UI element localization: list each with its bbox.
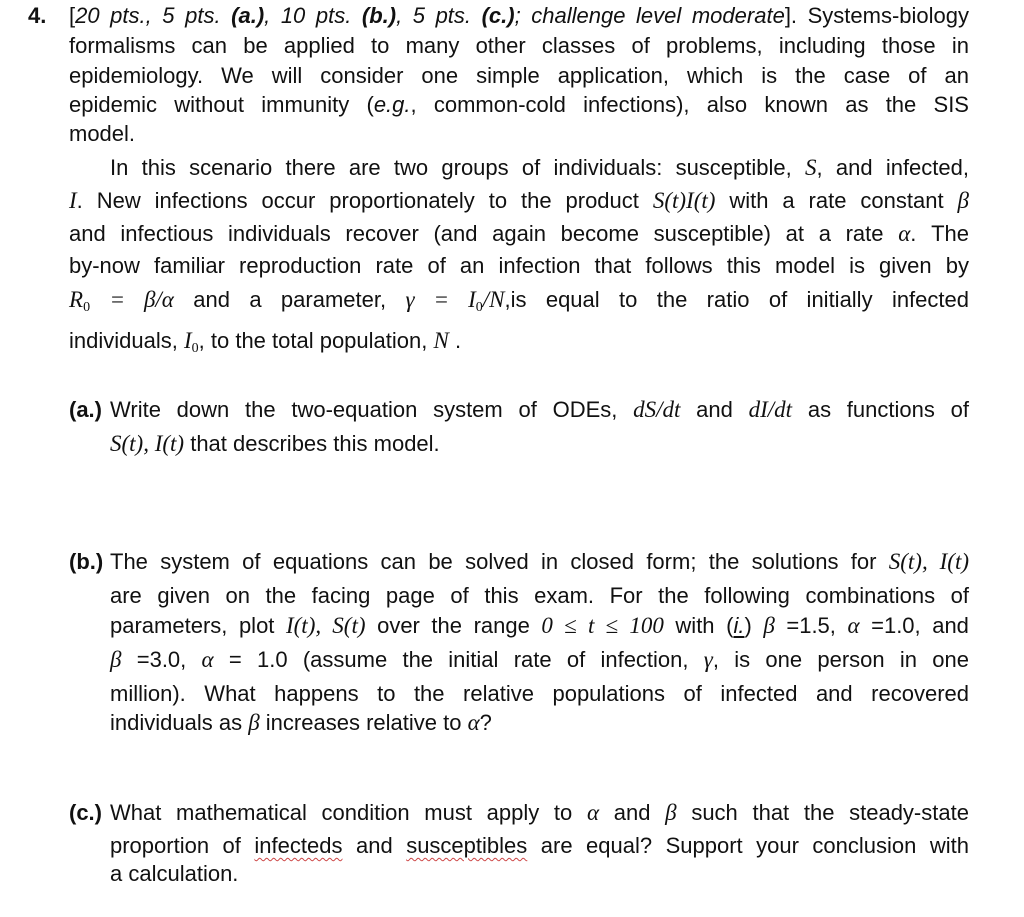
part-b-label: (b.)	[69, 549, 104, 574]
scenario-line-4: by-now familiar reproduction rate of an infection that follows this model is given by	[69, 253, 969, 278]
scenario-line-6: individuals, $I_0$, to the total population, N .	[69, 328, 462, 356]
intro-line-5: model.	[69, 121, 136, 146]
part-b-line-5: million). What happens to the relative populations of infected and recovered	[110, 681, 969, 706]
problem-header: [20 pts., 5 pts. (a.), 10 pts. (b.), 5 pts. (c.); challenge level moderate]. Systems-biology	[69, 3, 969, 28]
part-b-line-3: parameters, plot I(t), S(t) over the range 0 ≤ t ≤ 100 with (i.) β =1.5, α =1.0, and	[110, 613, 969, 638]
part-b-line-6: individuals as β increases relative to α?	[110, 710, 492, 735]
part-b-line-4: β =3.0, α = 1.0 (assume the initial rate of infection, γ, is one person in one	[110, 647, 969, 672]
part-c-label: (c.)	[69, 800, 102, 825]
part-a-label: (a.)	[69, 397, 102, 422]
intro-line-2: formalisms can be applied to many other classes of problems, including those in	[69, 33, 969, 58]
problem-number: 4.	[28, 3, 47, 28]
scenario-line-3: and infectious individuals recover (and again become susceptible) at a rate α. The	[69, 221, 969, 246]
part-c-line-3: a calculation.	[110, 861, 239, 886]
part-a-line-2: S(t), I(t) that describes this model.	[110, 431, 440, 456]
part-c-line-1: What mathematical condition must apply to α and β such that the steady-state	[110, 800, 969, 825]
scenario-line-1: In this scenario there are two groups of individuals: susceptible, S, and infected,	[110, 155, 969, 180]
part-a-line-1: Write down the two-equation system of ODEs, dS/dt and dI/dt as functions of	[110, 397, 969, 422]
part-c-line-2: proportion of infecteds and susceptibles are equal? Support your conclusion with	[110, 833, 969, 858]
intro-line-3: epidemiology. We will consider one simple application, which is the case of an	[69, 63, 969, 88]
spellcheck-word-infecteds: infecteds	[254, 833, 343, 858]
part-b-line-1: The system of equations can be solved in closed form; the solutions for S(t), I(t)	[110, 549, 970, 574]
intro-line-4: epidemic without immunity (e.g., common-cold infections), also known as the SIS	[69, 92, 969, 117]
part-b-line-2: are given on the facing page of this exam. For the following combinations of	[110, 583, 969, 608]
scenario-line-5: $R_0 = \beta/\alpha$ and a parameter, $\gamma = I_0/N,is$ equal to the ratio of initially infected	[69, 287, 969, 315]
spellcheck-word-susceptibles: susceptibles	[406, 833, 528, 858]
scenario-line-2: I. New infections occur proportionately to the product S(t)I(t) with a rate constant β	[69, 188, 969, 213]
